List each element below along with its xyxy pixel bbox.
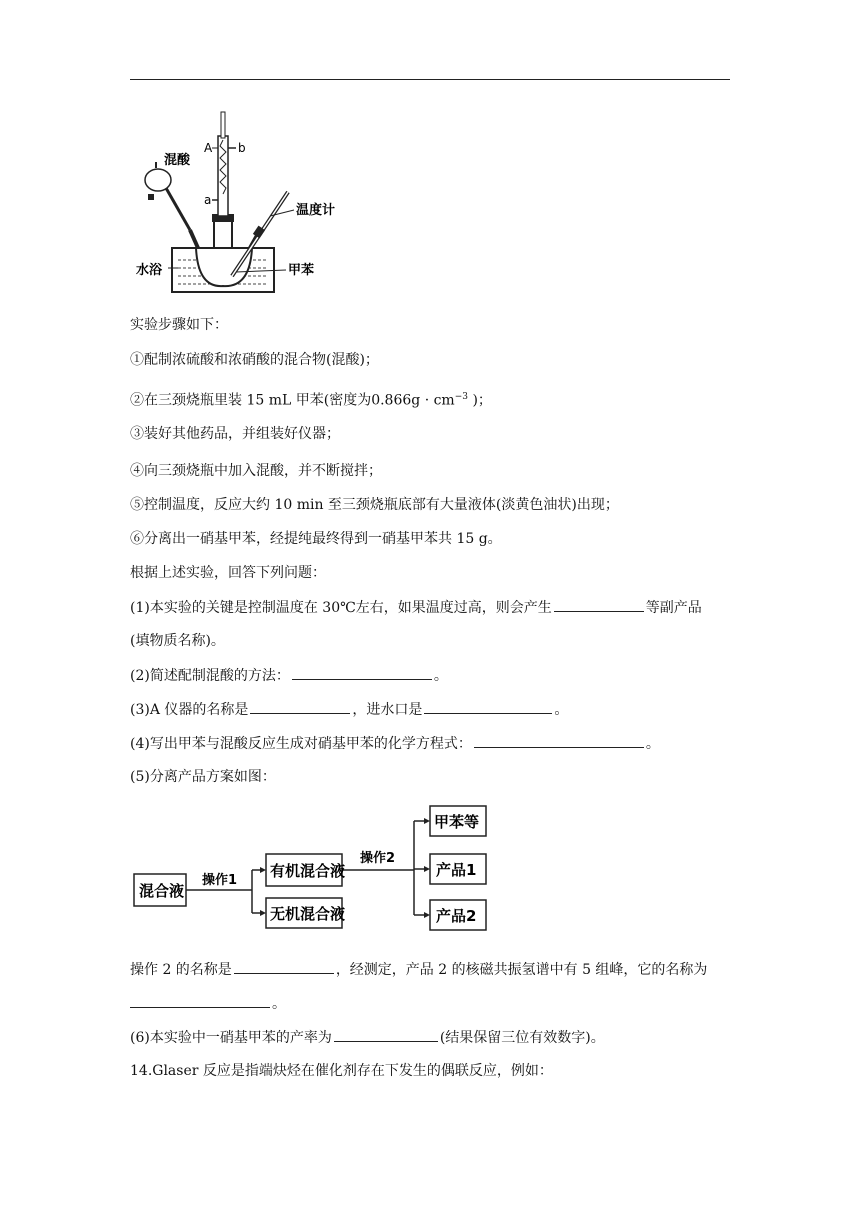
q3-text-b: ，进水口是 [352,702,423,718]
step-2-post: )； [468,392,492,409]
label-A: A [204,141,213,155]
q1-text-b: 等副产品 [645,600,702,616]
q2-text-b: 。 [433,668,448,684]
q5-text-b: ，经测定，产品 2 的核磁共振氢谱中有 5 组峰，它的名称为 [335,962,708,978]
step-1: ①配制浓硫酸和浓硝酸的混合物(混酸)； [130,352,379,368]
q5-text-a: 操作 2 的名称是 [130,962,232,978]
q3-text-a: (3)A 仪器的名称是 [130,702,249,718]
q5-text-c: 。 [272,996,286,1012]
apparatus-figure [128,108,348,298]
q6-text-a: (6)本实验中一硝基甲苯的产率为 [130,1030,332,1046]
thermometer [232,192,288,276]
answer-blank-q4[interactable] [474,733,644,748]
label-b: b [238,141,246,155]
density-exponent: −3 [454,392,468,402]
step-4: ④向三颈烧瓶中加入混酸，并不断搅拌； [130,463,382,479]
flow-inorganic-label: 无机混合液 [270,905,346,923]
q1-text-a: (1)本实验的关键是控制温度在 30℃左右，如果温度过高，则会产生 [130,600,552,616]
label-water-bath: 水浴 [136,263,163,278]
condenser [212,112,236,216]
step-3: ③装好其他药品，并组装好仪器； [130,426,340,442]
question-5-after [130,959,707,980]
flow-op2-label: 操作2 [360,851,396,866]
separation-flowchart [128,800,508,935]
q3-text-c: 。 [554,702,569,718]
dropping-funnel [145,162,190,230]
answer-blank-q6[interactable] [334,1027,438,1042]
flow-product1-label: 产品1 [436,861,477,879]
answer-blank-q3-name[interactable] [250,699,350,714]
label-toluene: 甲苯 [288,263,315,278]
q4-text-a: (4)写出甲苯与混酸反应生成对硝基甲苯的化学方程式： [130,736,472,752]
question-14: 14.Glaser 反应是指端炔烃在催化剂存在下发生的偶联反应，例如： [130,1063,553,1079]
steps-intro: 实验步骤如下： [130,317,228,333]
questions-lead: 根据上述实验，回答下列问题： [130,565,326,581]
step-6: ⑥分离出一硝基甲苯，经提纯最终得到一硝基甲苯共 15 g。 [130,531,502,547]
label-mixed-acid: 混酸 [164,153,191,168]
answer-blank-q2[interactable] [292,665,432,680]
q4-text-b: 。 [645,736,660,752]
answer-blank-q5-op2[interactable] [234,959,334,974]
answer-blank-q1[interactable] [554,597,644,612]
q2-text-a: (2)简述配制混酸的方法： [130,668,290,684]
question-5-after-cont [130,993,286,1014]
answer-blank-q5-name[interactable] [130,993,270,1008]
step-2 [130,387,492,411]
density-value: 0.866g · cm [371,392,455,409]
flow-toluene-label: 甲苯等 [434,813,480,831]
flow-op1-label: 操作1 [202,873,238,888]
question-3 [130,699,568,720]
question-2 [130,665,448,686]
question-5: (5)分离产品方案如图： [130,769,276,785]
header-rule [130,79,730,80]
q6-text-b: (结果保留三位有效数字)。 [439,1030,605,1046]
step-5: ⑤控制温度，反应大约 10 min 至三颈烧瓶底部有大量液体(淡黄色油状)出现； [130,497,619,513]
answer-blank-q3-inlet[interactable] [424,699,552,714]
step-2-pre: ②在三颈烧瓶里装 15 mL 甲苯(密度为 [130,392,372,409]
flow-product2-label: 产品2 [436,907,477,925]
flow-mixture-label: 混合液 [139,882,185,900]
label-a: a [204,193,212,207]
question-6 [130,1027,605,1048]
label-thermometer: 温度计 [296,203,336,218]
flow-organic-label: 有机混合液 [270,862,346,880]
question-1 [130,597,702,618]
question-4 [130,733,660,754]
question-1-cont: (填物质名称)。 [130,633,225,649]
